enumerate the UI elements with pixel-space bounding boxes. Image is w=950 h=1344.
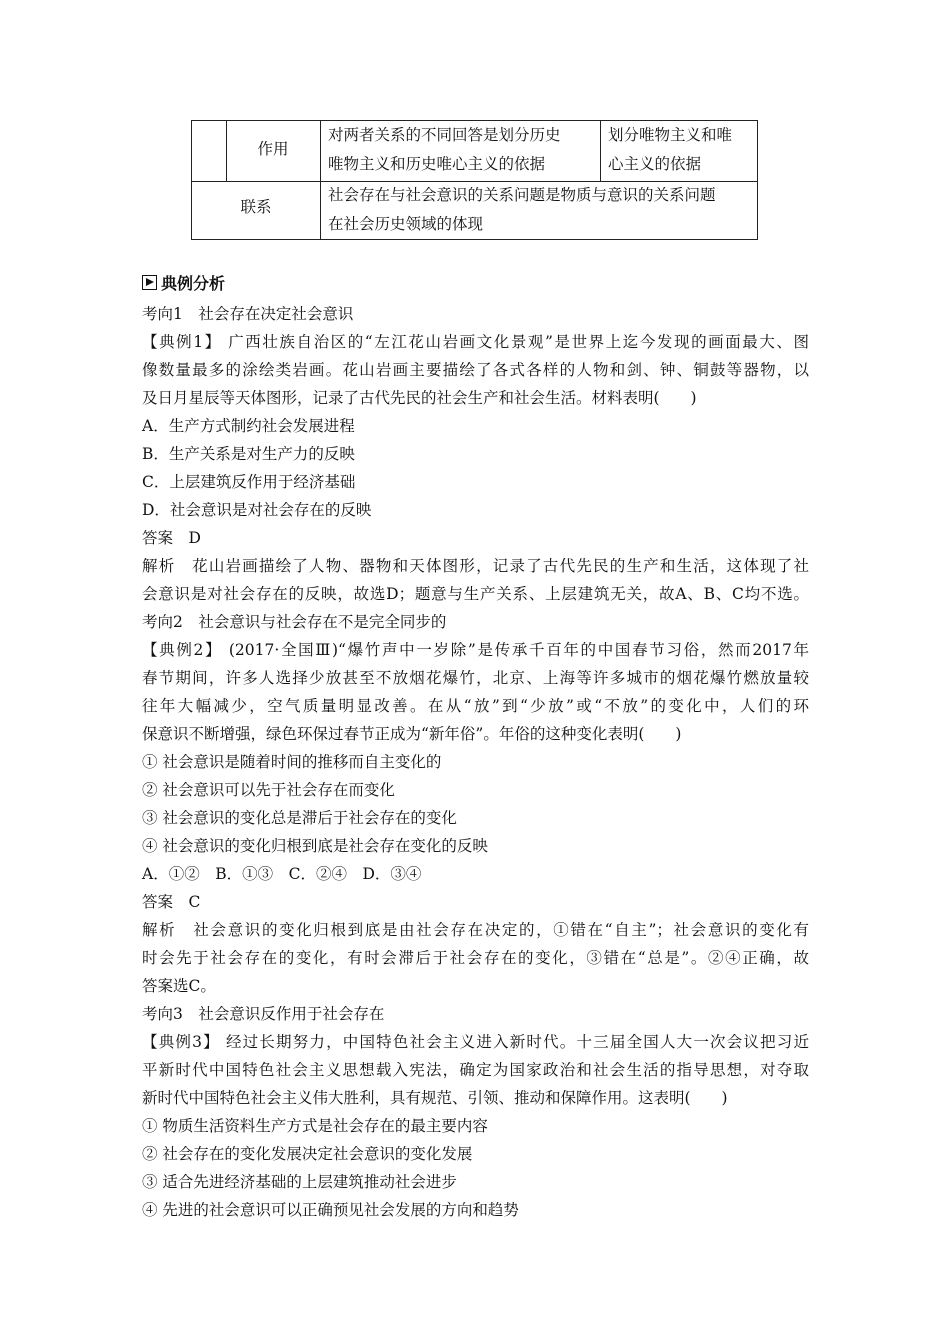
statement-3: ③ 社会意识的变化总是滞后于社会存在的变化 bbox=[142, 809, 457, 827]
analysis-text: 会意识是对社会存在的反映，故选D；题意与生产关系、上层建筑无关，故A、B、C均不选。 bbox=[142, 585, 809, 603]
section-title: 典例分析 bbox=[161, 273, 226, 293]
table-divider bbox=[600, 121, 601, 181]
example-text: 新时代中国特色社会主义伟大胜利，具有规范、引领、推动和保障作用。这表明( ) bbox=[142, 1089, 728, 1107]
example-text: 【典例3】 经过长期努力，中国特色社会主义进入新时代。十三届全国人大一次会议把习近 bbox=[142, 1033, 809, 1051]
table-cell-connection bbox=[328, 181, 758, 239]
table-cell-line: 唯物主义和历史唯心主义的依据 bbox=[328, 155, 546, 173]
example-text: 像数量最多的涂绘类岩画。花山岩画主要描绘了各式各样的人物和剑、钟、铜鼓等器物，以 bbox=[142, 361, 809, 379]
example-text: 平新时代中国特色社会主义思想载入宪法，确定为国家政治和社会生活的指导思想，对夺取 bbox=[142, 1061, 809, 1079]
table-cell-line: 社会存在与社会意识的关系问题是物质与意识的关系问题 bbox=[328, 186, 716, 204]
table-divider bbox=[320, 121, 321, 239]
analysis-text: 解析 社会意识的变化归根到底是由社会存在决定的，①错在“自主”；社会意识的变化有 bbox=[142, 921, 809, 939]
table-cell-line: 对两者关系的不同回答是划分历史 bbox=[328, 126, 561, 144]
statement-4: ④ 先进的社会意识可以正确预见社会发展的方向和趋势 bbox=[142, 1201, 519, 1219]
table-cell-line: 心主义的依据 bbox=[608, 155, 702, 173]
answer: 答案 D bbox=[142, 529, 201, 547]
option-d: D．社会意识是对社会存在的反映 bbox=[142, 501, 372, 519]
options-row: A．①② B．①③ C．②④ D．③④ bbox=[142, 865, 422, 883]
section-heading bbox=[142, 270, 225, 294]
table-row-label-connection: 联系 bbox=[240, 198, 272, 216]
statement-2: ② 社会意识可以先于社会存在而变化 bbox=[142, 781, 395, 799]
option-c: C．上层建筑反作用于经济基础 bbox=[142, 473, 356, 491]
option-b: B．生产关系是对生产力的反映 bbox=[142, 445, 355, 463]
statement-4: ④ 社会意识的变化归根到底是社会存在变化的反映 bbox=[142, 837, 488, 855]
analysis-text: 答案选C。 bbox=[142, 977, 216, 995]
table-cell-function-philosophy bbox=[608, 121, 758, 179]
relation-table bbox=[191, 120, 758, 240]
example-text: 及日月星辰等天体图形，记录了古代先民的社会生产和社会生活。材料表明( ) bbox=[142, 389, 697, 407]
analysis-text: 时会先于社会存在的变化，有时会滞后于社会存在的变化，③错在“总是”。②④正确，故 bbox=[142, 949, 809, 967]
table-row-label-function: 作用 bbox=[257, 140, 289, 158]
example-text: 春节期间，许多人选择少放甚至不放烟花爆竹，北京、上海等许多城市的烟花爆竹燃放量较 bbox=[142, 669, 809, 687]
analysis-text: 解析 花山岩画描绘了人物、器物和天体图形，记录了古代先民的生产和生活，这体现了社 bbox=[142, 557, 809, 575]
table-cell-line: 划分唯物主义和唯 bbox=[608, 126, 733, 144]
topic-heading: 考向3 社会意识反作用于社会存在 bbox=[142, 1005, 385, 1023]
play-icon bbox=[142, 275, 157, 290]
topic-heading: 考向1 社会存在决定社会意识 bbox=[142, 305, 354, 323]
statement-1: ① 物质生活资料生产方式是社会存在的最主要内容 bbox=[142, 1117, 488, 1135]
example-text: 【典例2】 (2017·全国Ⅲ)“爆竹声中一岁除”是传承千百年的中国春节习俗，然而2017年 bbox=[142, 641, 809, 659]
statement-2: ② 社会存在的变化发展决定社会意识的变化发展 bbox=[142, 1145, 473, 1163]
example-text: 【典例1】 广西壮族自治区的“左江花山岩画文化景观”是世界上迄今发现的画面最大、图 bbox=[142, 333, 809, 351]
topic-heading: 考向2 社会意识与社会存在不是完全同步的 bbox=[142, 613, 447, 631]
statement-3: ③ 适合先进经济基础的上层建筑推动社会进步 bbox=[142, 1173, 457, 1191]
table-cell-function-history bbox=[328, 121, 600, 179]
option-a: A．生产方式制约社会发展进程 bbox=[142, 417, 355, 435]
statement-1: ① 社会意识是随着时间的推移而自主变化的 bbox=[142, 753, 442, 771]
example-text: 保意识不断增强，绿色环保过春节正成为“新年俗”。年俗的这种变化表明( ) bbox=[142, 725, 682, 743]
example-text: 往年大幅减少，空气质量明显改善。在从“放”到“少放”或“不放”的变化中，人们的环 bbox=[142, 697, 809, 715]
table-cell-line: 在社会历史领域的体现 bbox=[328, 215, 484, 233]
answer: 答案 C bbox=[142, 893, 201, 911]
